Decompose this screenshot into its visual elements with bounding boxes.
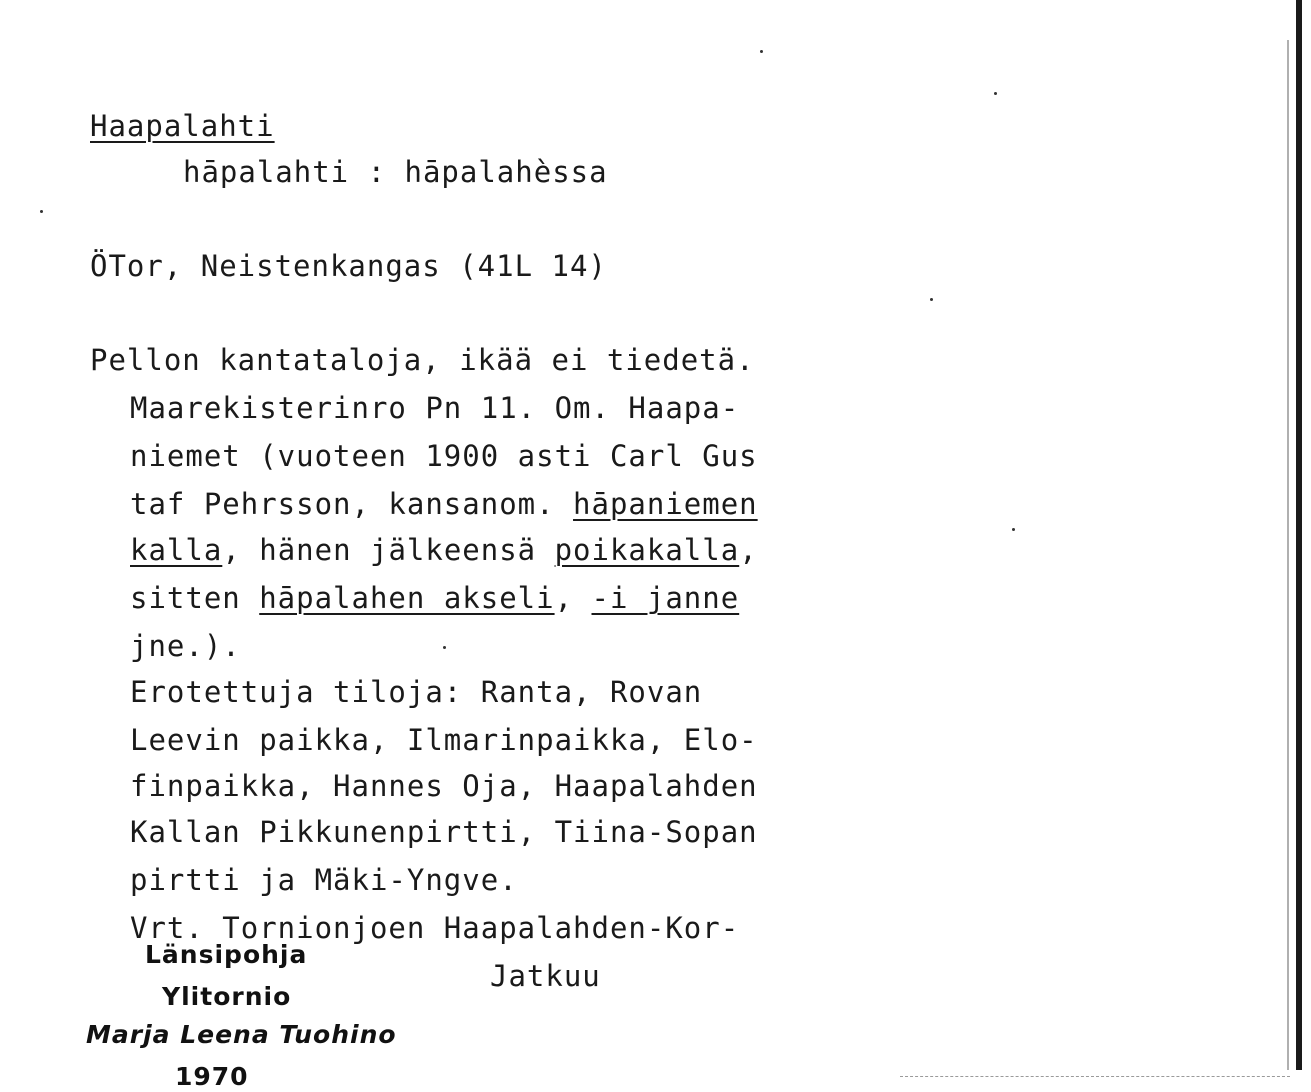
stamp-region: Länsipohja [145, 940, 308, 969]
place-name-heading: Haapalahti [90, 109, 275, 143]
speck [930, 298, 933, 301]
location-line: ÖTor, Neistenkangas (41L 14) [90, 249, 607, 283]
body-line-6 [130, 581, 740, 615]
dialect-form: kalla [130, 533, 223, 567]
dialect-form: hāpalahen akseli [259, 581, 555, 615]
body-line-7: jne.). [130, 629, 241, 663]
body-line-9: Leevin paikka, Ilmarinpaikka, Elo- [130, 723, 758, 757]
body-line-2: Maarekisterinro Pn 11. Om. Haapa- [130, 391, 740, 425]
stamp-year: 1970 [175, 1062, 249, 1091]
speck [443, 646, 446, 649]
card-bottom-edge [900, 1076, 1290, 1078]
body-line-13: Vrt. Tornionjoen Haapalahden-Kor- [130, 911, 740, 945]
body-line-10: finpaikka, Hannes Oja, Haapalahden [130, 769, 758, 803]
dialect-form: -i janne [591, 581, 740, 615]
body-text: , [739, 533, 758, 567]
body-line-4 [130, 487, 758, 521]
speck [40, 210, 43, 213]
continued-note: Jatkuu [490, 959, 601, 993]
speck [994, 92, 997, 95]
body-line-3: niemet (vuoteen 1900 asti Carl Gus [130, 439, 758, 473]
dialect-form: poikakalla [554, 533, 740, 567]
body-line-11: Kallan Pikkunenpirtti, Tiina-Sopan [130, 815, 758, 849]
body-text: , hänen jälkeensä [222, 533, 555, 567]
card-edge [1296, 0, 1302, 1070]
speck [1012, 528, 1015, 531]
pronunciation-line: hāpalahti : hāpalahèssa [183, 155, 608, 189]
body-text: taf Pehrsson, kansanom. [130, 487, 574, 521]
stamp-collector: Marja Leena Tuohino [86, 1020, 397, 1049]
stamp-parish: Ylitornio [162, 982, 292, 1011]
card-edge-shadow [1287, 40, 1289, 1070]
body-text: sitten [130, 581, 260, 615]
body-line-1: Pellon kantataloja, ikää ei tiedetä. [90, 343, 755, 377]
body-text: , [554, 581, 592, 615]
body-line-12: pirtti ja Mäki-Yngve. [130, 863, 518, 897]
body-line-5 [130, 533, 758, 567]
speck [760, 50, 763, 53]
body-line-8: Erotettuja tiloja: Ranta, Rovan [130, 675, 703, 709]
dialect-form: hāpaniemen [573, 487, 758, 521]
